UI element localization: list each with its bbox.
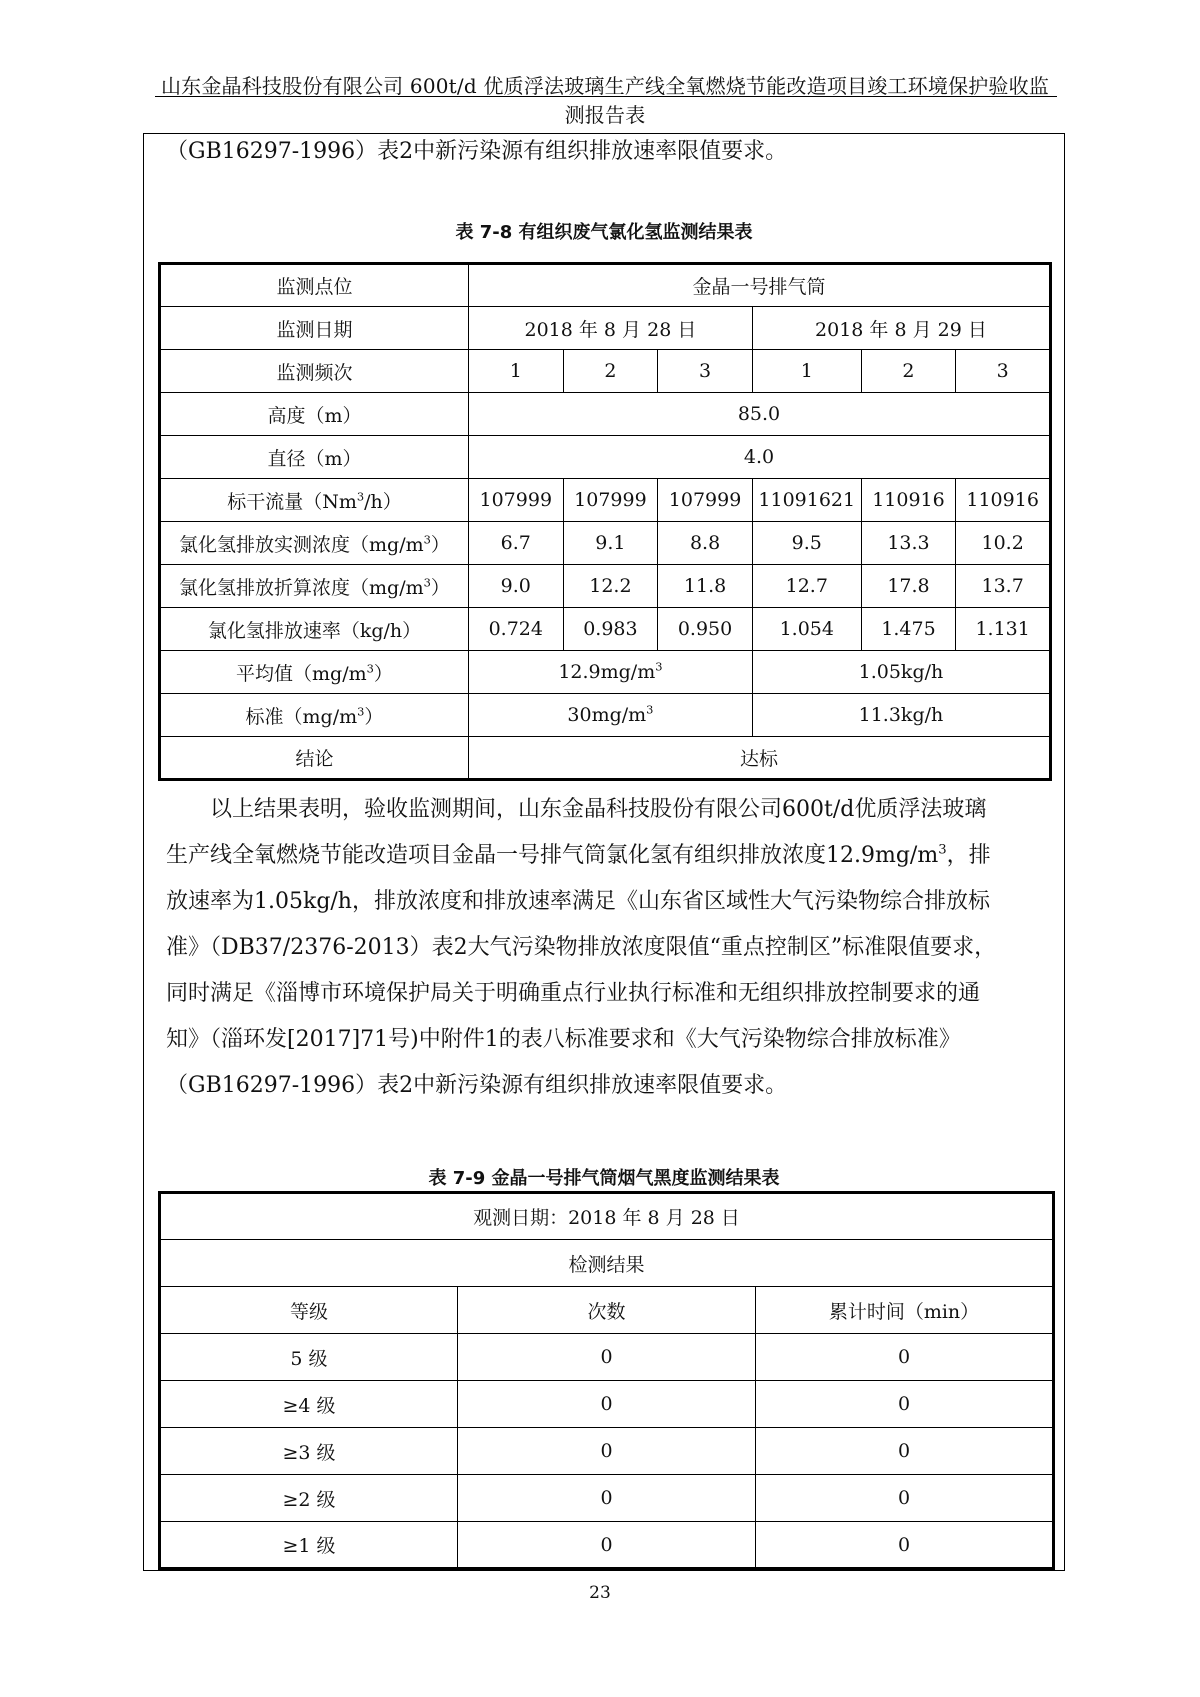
table-cell: 0.724 — [468, 608, 563, 651]
table-cell: ≥1 级 — [160, 1522, 458, 1569]
table-7-8 — [158, 262, 1052, 781]
table-cell: 0.983 — [563, 608, 658, 651]
table-cell: 0 — [756, 1522, 1054, 1569]
table-cell: 107999 — [468, 479, 563, 522]
table-row — [160, 1334, 1054, 1381]
table-cell: 1 — [468, 350, 563, 393]
row-label: 高度（m） — [160, 393, 469, 436]
table-row — [160, 1428, 1054, 1475]
standard-concentration: $30mg/m^3$ — [468, 694, 752, 737]
paragraph-line: 放速率为1.05kg/h，排放浓度和排放速率满足《山东省区域性大气污染物综合排放标 — [166, 889, 990, 914]
table-row — [160, 694, 1051, 737]
table-row — [160, 479, 1051, 522]
table-cell: 107999 — [658, 479, 753, 522]
table-cell: 8.8 — [658, 522, 753, 565]
row-label: 监测日期 — [160, 307, 469, 350]
header-divider — [155, 96, 1057, 97]
stack-height: 85.0 — [468, 393, 1050, 436]
observation-date: 观测日期：2018 年 8 月 28 日 — [160, 1193, 1054, 1240]
table-7-8-title: 表 7-8 有组织废气氯化氢监测结果表 — [455, 222, 753, 243]
table-cell: 110916 — [956, 479, 1051, 522]
table-cell: 107999 — [563, 479, 658, 522]
table-cell: 17.8 — [861, 565, 956, 608]
row-label: 氯化氢排放折算浓度$(mg/m^3)$ — [160, 565, 469, 608]
table-cell: 110916 — [861, 479, 956, 522]
table-cell: 0 — [756, 1428, 1054, 1475]
table-cell: 1.054 — [752, 608, 861, 651]
table-row — [160, 565, 1051, 608]
table-row — [160, 264, 1051, 307]
table-row — [160, 1381, 1054, 1428]
intro-paragraph — [166, 129, 1050, 175]
table-row — [160, 436, 1051, 479]
paragraph-line: 以上结果表明，验收监测期间，山东金晶科技股份有限公司600t/d优质浮法玻璃 — [210, 797, 987, 822]
table-cell: 13.3 — [861, 522, 956, 565]
table-cell: 6.7 — [468, 522, 563, 565]
paragraph-line: （GB16297-1996）表2中新污染源有组织排放速率限值要求。 — [166, 1073, 788, 1098]
table-7-9 — [158, 1191, 1055, 1570]
row-label: 标干流量（Nm$^3$/h） — [160, 479, 469, 522]
table-row — [160, 1193, 1054, 1240]
section-heading: 检测结果 — [160, 1240, 1054, 1287]
standard-rate: 11.3kg/h — [752, 694, 1050, 737]
table-row — [160, 393, 1051, 436]
table-cell: 2 — [563, 350, 658, 393]
table-row — [160, 1240, 1054, 1287]
row-label: 氯化氢排放速率（kg/h） — [160, 608, 469, 651]
row-label: 监测频次 — [160, 350, 469, 393]
table-row — [160, 522, 1051, 565]
table-cell: 9.1 — [563, 522, 658, 565]
row-label: 结论 — [160, 737, 469, 780]
table-row — [160, 651, 1051, 694]
table-row — [160, 737, 1051, 780]
table-cell: 13.7 — [956, 565, 1051, 608]
table-cell: 1 — [752, 350, 861, 393]
table-cell: 2 — [861, 350, 956, 393]
conclusion-value: 达标 — [468, 737, 1050, 780]
table-cell: ≥4 级 — [160, 1381, 458, 1428]
table-cell: 11091621 — [752, 479, 861, 522]
page-number: 23 — [589, 1583, 611, 1603]
table-row — [160, 1522, 1054, 1569]
column-header: 累计时间（min） — [756, 1287, 1054, 1334]
paragraph-line: 准》（DB37/2376-2013）表2大气污染物排放浓度限值“重点控制区”标准限值要求， — [166, 935, 997, 960]
page-header: 山东金晶科技股份有限公司 600t/d 优质浮法玻璃生产线全氧燃烧节能改造项目竣工环境保护验收监测报告表 — [160, 74, 1050, 127]
average-concentration: $12.9mg/m^3$ — [468, 651, 752, 694]
row-label: 氯化氢排放实测浓度$(mg/m^3)$ — [160, 522, 469, 565]
table-cell: 0 — [458, 1334, 756, 1381]
table-cell: 0.950 — [658, 608, 753, 651]
table-cell: 1.475 — [861, 608, 956, 651]
table-cell: 9.5 — [752, 522, 861, 565]
table-cell: 1.131 — [956, 608, 1051, 651]
table-cell: 0 — [756, 1334, 1054, 1381]
table-cell: 0 — [458, 1475, 756, 1522]
table-cell: 12.7 — [752, 565, 861, 608]
table-row — [160, 350, 1051, 393]
table-cell: 11.8 — [658, 565, 753, 608]
table-row — [160, 608, 1051, 651]
table-cell: 0 — [458, 1522, 756, 1569]
conclusion-paragraph — [166, 787, 1050, 1109]
table-cell: 3 — [956, 350, 1051, 393]
table-cell: ≥2 级 — [160, 1475, 458, 1522]
monitoring-date-1: 2018 年 8 月 28 日 — [468, 307, 752, 350]
table-7-9-title: 表 7-9 金晶一号排气筒烟气黑度监测结果表 — [428, 1168, 780, 1189]
table-row — [160, 307, 1051, 350]
table-cell: 0 — [458, 1381, 756, 1428]
intro-line: （GB16297-1996）表2中新污染源有组织排放速率限值要求。 — [166, 139, 788, 164]
row-label: 直径（m） — [160, 436, 469, 479]
paragraph-line: 知》（淄环发[2017]71号)中附件1的表八标准要求和《大气污染物综合排放标准》 — [166, 1027, 961, 1052]
table-cell: 0 — [458, 1428, 756, 1475]
stack-diameter: 4.0 — [468, 436, 1050, 479]
paragraph-line: 生产线全氧燃烧节能改造项目金晶一号排气筒氯化氢有组织排放浓度$12.9mg/m^3$，排 — [166, 842, 991, 868]
average-rate: 1.05kg/h — [752, 651, 1050, 694]
table-cell: ≥3 级 — [160, 1428, 458, 1475]
column-header: 次数 — [458, 1287, 756, 1334]
row-label: 标准$(mg/m^3)$ — [160, 694, 469, 737]
row-label: 平均值$(mg/m^3)$ — [160, 651, 469, 694]
paragraph-line: 同时满足《淄博市环境保护局关于明确重点行业执行标准和无组织排放控制要求的通 — [166, 981, 981, 1006]
monitoring-date-2: 2018 年 8 月 29 日 — [752, 307, 1050, 350]
table-cell: 9.0 — [468, 565, 563, 608]
table-row — [160, 1475, 1054, 1522]
table-cell: 12.2 — [563, 565, 658, 608]
table-cell: 3 — [658, 350, 753, 393]
row-label: 监测点位 — [160, 264, 469, 307]
table-cell: 10.2 — [956, 522, 1051, 565]
table-cell: 0 — [756, 1475, 1054, 1522]
table-header-row — [160, 1287, 1054, 1334]
table-cell: 0 — [756, 1381, 1054, 1428]
table-cell: 5 级 — [160, 1334, 458, 1381]
monitoring-point: 金晶一号排气筒 — [468, 264, 1050, 307]
column-header: 等级 — [160, 1287, 458, 1334]
